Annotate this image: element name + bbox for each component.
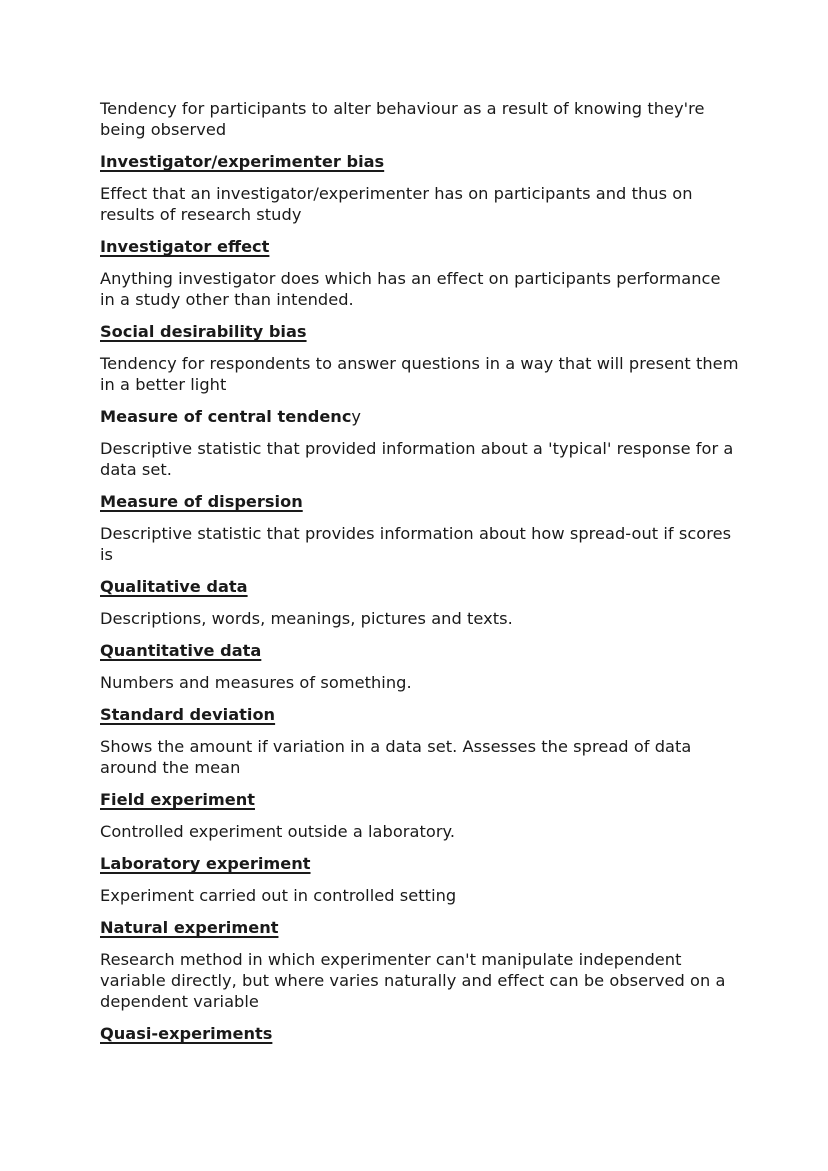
term-measure-of-central-tendency-bold: Measure of central tendenc (100, 407, 352, 426)
definition-qualitative-data: Descriptions, words, meanings, pictures and texts. (100, 609, 513, 628)
intro-definition: Tendency for participants to alter behaviour as a result of knowing they're being observed (100, 99, 705, 139)
term-field-experiment: Field experiment (100, 790, 255, 809)
definition-measure-of-dispersion: Descriptive statistic that provides information about how spread-out if scores is (100, 524, 732, 564)
definition-investigator-effect: Anything investigator does which has an effect on participants performance in a study other than intended. (100, 269, 721, 309)
term-social-desirability-bias: Social desirability bias (100, 322, 307, 341)
term-qualitative-data: Qualitative data (100, 577, 248, 596)
definition-social-desirability-bias: Tendency for respondents to answer questions in a way that will present them in a better light (100, 354, 739, 394)
term-measure-of-central-tendency-tail: y (351, 407, 362, 426)
definition-standard-deviation: Shows the amount if variation in a data set. Assesses the spread of data around the mean (100, 737, 692, 777)
term-natural-experiment: Natural experiment (100, 918, 279, 937)
definition-field-experiment: Controlled experiment outside a laboratory. (100, 822, 456, 841)
term-laboratory-experiment: Laboratory experiment (100, 854, 311, 873)
definition-laboratory-experiment: Experiment carried out in controlled setting (100, 886, 457, 905)
term-quantitative-data: Quantitative data (100, 641, 262, 660)
definition-measure-of-central-tendency: Descriptive statistic that provided information about a 'typical' response for a data set. (100, 439, 734, 479)
term-investigator-effect: Investigator effect (100, 237, 270, 256)
term-quasi-experiments: Quasi-experiments (100, 1024, 273, 1043)
definition-quantitative-data: Numbers and measures of something. (100, 673, 412, 692)
document-page (100, 98, 740, 1044)
term-investigator-experimenter-bias: Investigator/experimenter bias (100, 152, 385, 171)
term-measure-of-dispersion: Measure of dispersion (100, 492, 303, 511)
definition-investigator-experimenter-bias: Effect that an investigator/experimenter has on participants and thus on results of research study (100, 184, 693, 224)
definition-natural-experiment: Research method in which experimenter can't manipulate independent variable directly, but where varies naturally and effect can be observed on a dependent variable (100, 950, 726, 1011)
term-standard-deviation: Standard deviation (100, 705, 276, 724)
term-measure-of-central-tendency (100, 406, 740, 427)
